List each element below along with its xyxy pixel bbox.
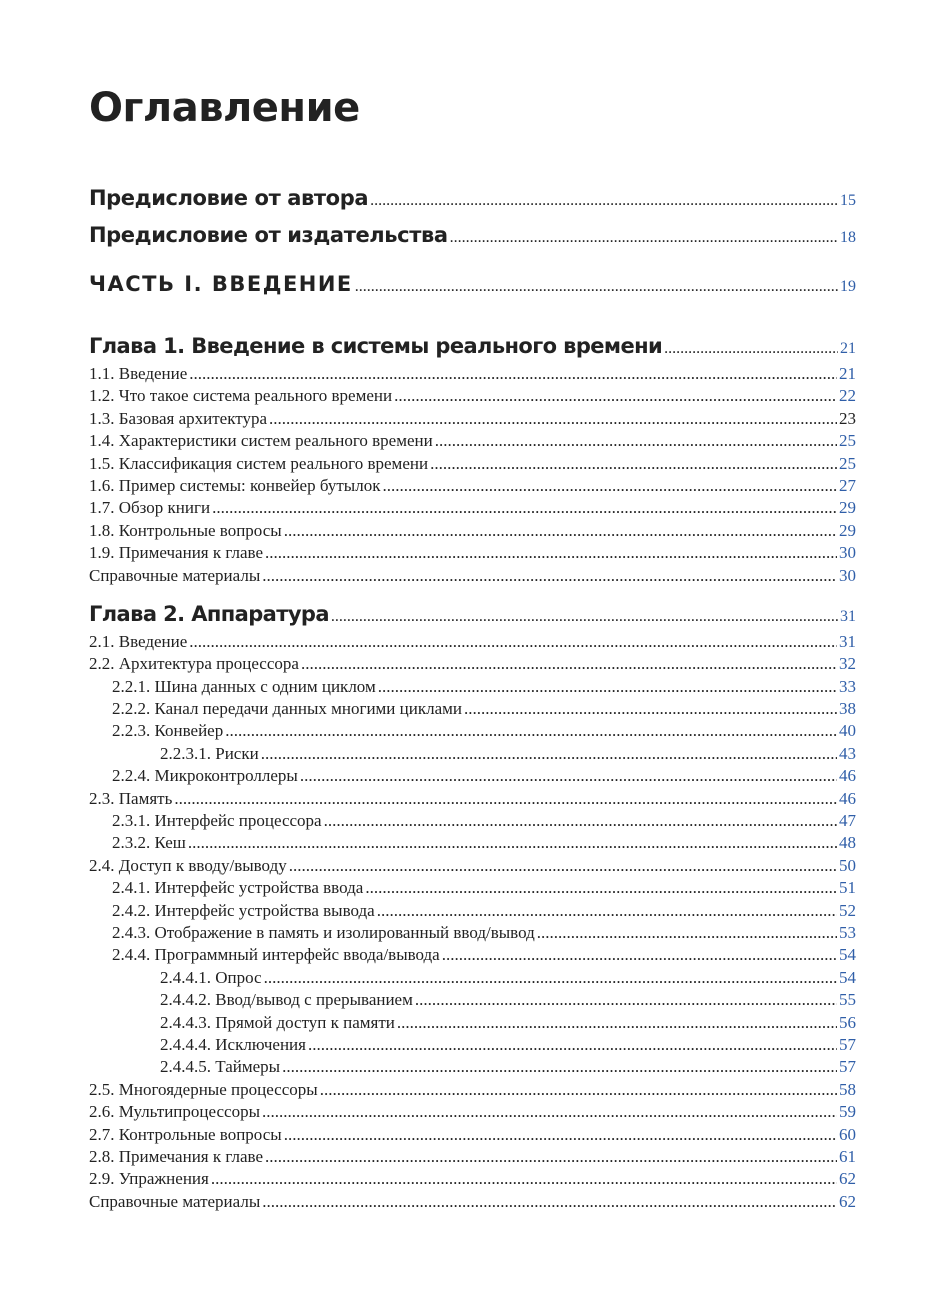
toc-entry-label: 2.4.4.1. Опрос — [160, 967, 262, 987]
page-number-link[interactable]: 29 — [839, 520, 856, 540]
toc-entry[interactable] — [89, 1147, 856, 1169]
page-number-link[interactable]: 47 — [839, 811, 856, 831]
dot-leader — [415, 990, 837, 1010]
page-number-link[interactable]: 56 — [839, 1012, 856, 1032]
part-heading-label: ЧАСТЬ I. ВВЕДЕНИЕ — [89, 272, 353, 296]
chapter-2-block — [89, 602, 856, 1214]
dot-leader — [397, 1013, 837, 1033]
toc-entry-label: Справочные материалы — [89, 565, 261, 585]
toc-page — [89, 0, 856, 1300]
toc-entry[interactable] — [89, 968, 856, 990]
page-number-link[interactable]: 60 — [839, 1124, 856, 1144]
chapter-1-block — [89, 334, 856, 588]
chapter-heading[interactable] — [89, 334, 856, 364]
page-number-link[interactable]: 19 — [840, 278, 856, 295]
page-number-link[interactable]: 54 — [839, 945, 856, 965]
toc-entry-label: 2.1. Введение — [89, 631, 188, 651]
toc-entry[interactable] — [89, 1102, 856, 1124]
toc-entry[interactable] — [89, 431, 856, 453]
dot-leader — [301, 654, 837, 674]
page-number-link[interactable]: 43 — [839, 743, 856, 763]
toc-entry[interactable] — [89, 677, 856, 699]
toc-entry-label: 2.7. Контрольные вопросы — [89, 1124, 282, 1144]
dot-leader — [664, 340, 838, 358]
chapter-heading[interactable] — [89, 602, 856, 632]
page-number-link[interactable]: 30 — [839, 543, 856, 563]
dot-leader — [282, 1057, 837, 1077]
dot-leader — [320, 1080, 837, 1100]
dot-leader — [324, 811, 837, 831]
toc-entry[interactable] — [89, 1192, 856, 1214]
toc-entry[interactable] — [89, 1035, 856, 1057]
toc-entry[interactable] — [89, 945, 856, 967]
page-number-link[interactable]: 54 — [839, 967, 856, 987]
dot-leader — [308, 1035, 837, 1055]
dot-leader — [450, 229, 838, 247]
page-number-link[interactable]: 23 — [839, 408, 856, 428]
dot-leader — [262, 1102, 837, 1122]
dot-leader — [370, 192, 838, 210]
dot-leader — [394, 386, 837, 406]
dot-leader — [262, 566, 837, 586]
toc-entry-label: 2.3.1. Интерфейс процессора — [112, 811, 322, 831]
dot-leader — [265, 543, 837, 563]
page-number-link[interactable]: 62 — [839, 1169, 856, 1189]
chapter-heading-label: Глава 1. Введение в системы реального времени — [89, 334, 663, 358]
page-number-link[interactable]: 52 — [839, 900, 856, 920]
dot-leader — [537, 923, 837, 943]
toc-entry-label: 1.1. Введение — [89, 364, 188, 383]
page-number-link[interactable]: 46 — [839, 766, 856, 786]
dot-leader — [300, 766, 837, 786]
toc-entry-label: 2.4. Доступ к вводу/выводу — [89, 855, 287, 875]
toc-entry[interactable] — [89, 833, 856, 855]
toc-entry-label: 2.3. Память — [89, 788, 173, 808]
toc-entry[interactable] — [89, 1080, 856, 1102]
toc-entry[interactable] — [89, 654, 856, 676]
page-number-link[interactable]: 32 — [839, 654, 856, 674]
toc-entry[interactable] — [89, 1125, 856, 1147]
dot-leader — [365, 878, 837, 898]
page-number-link[interactable]: 62 — [839, 1191, 856, 1211]
toc-entry-label: Предисловие от автора — [89, 186, 369, 210]
toc-entry[interactable] — [89, 1169, 856, 1191]
toc-entry[interactable] — [89, 721, 856, 743]
dot-leader — [189, 364, 837, 384]
toc-entry[interactable] — [89, 856, 856, 878]
toc-entry-label: 2.4.4. Программный интерфейс ввода/вывода — [112, 945, 440, 965]
page-number-link[interactable]: 25 — [839, 431, 856, 451]
toc-entry-label: 2.4.4.5. Таймеры — [160, 1057, 281, 1077]
dot-leader — [225, 721, 837, 741]
page-number-link[interactable]: 21 — [839, 364, 856, 383]
dot-leader — [378, 677, 837, 697]
page-number-link[interactable]: 58 — [839, 1079, 856, 1099]
dot-leader — [289, 856, 837, 876]
toc-entry[interactable] — [89, 744, 856, 766]
toc-entry-label: 2.4.2. Интерфейс устройства вывода — [112, 900, 375, 920]
page-number-link[interactable]: 46 — [839, 788, 856, 808]
page-number-link[interactable]: 40 — [839, 721, 856, 741]
toc-entry-label: Справочные материалы — [89, 1191, 261, 1211]
dot-leader — [355, 278, 838, 296]
toc-entry-label: 2.2. Архитектура процессора — [89, 654, 299, 674]
page-number-link[interactable]: 18 — [840, 229, 856, 246]
page-number-link[interactable]: 31 — [839, 631, 856, 651]
toc-entry-label: 2.9. Упражнения — [89, 1169, 209, 1189]
dot-leader — [331, 608, 838, 626]
page-number-link[interactable]: 50 — [839, 855, 856, 875]
page-number-link[interactable]: 57 — [839, 1057, 856, 1077]
dot-leader — [382, 476, 837, 496]
dot-leader — [264, 968, 837, 988]
dot-leader — [430, 454, 837, 474]
page-number-link[interactable]: 25 — [839, 453, 856, 473]
dot-leader — [189, 632, 837, 652]
toc-entry-label: 1.5. Классификация систем реального времени — [89, 453, 429, 473]
dot-leader — [269, 409, 837, 429]
dot-leader — [284, 521, 837, 541]
page-number-link[interactable]: 48 — [839, 833, 856, 853]
page-number-link[interactable]: 30 — [839, 565, 856, 585]
toc-entry-publisher-preface[interactable] — [89, 223, 856, 260]
toc-entry-label: 2.2.3.1. Риски — [160, 743, 259, 763]
toc-entry-label: 2.2.1. Шина данных с одним циклом — [112, 676, 376, 696]
toc-entry[interactable] — [89, 878, 856, 900]
toc-entry[interactable] — [89, 364, 856, 386]
toc-entry-label: 2.2.4. Микроконтроллеры — [112, 766, 298, 786]
chapter-heading-label: Глава 2. Аппаратура — [89, 601, 329, 626]
page-number-link[interactable]: 55 — [839, 990, 856, 1010]
toc-entry-label: 2.8. Примечания к главе — [89, 1146, 263, 1166]
toc-entry[interactable] — [89, 923, 856, 945]
page-number-link[interactable]: 57 — [839, 1034, 856, 1054]
toc-entry-label: 1.8. Контрольные вопросы — [89, 520, 282, 540]
page-title: Оглавление — [89, 85, 360, 131]
dot-leader — [188, 833, 837, 853]
toc-entry[interactable] — [89, 454, 856, 476]
page-number-link[interactable]: 38 — [839, 699, 856, 719]
toc-entry[interactable] — [89, 1057, 856, 1079]
toc-entry[interactable] — [89, 789, 856, 811]
toc-entry-author-preface[interactable] — [89, 186, 856, 223]
toc-entry-label: 2.5. Многоядерные процессоры — [89, 1079, 318, 1099]
page-number-link[interactable]: 31 — [840, 607, 856, 625]
toc-entry-label: 1.7. Обзор книги — [89, 498, 211, 518]
dot-leader — [261, 744, 837, 764]
page-number-link[interactable]: 53 — [839, 922, 856, 942]
toc-entry-label: 2.4.4.3. Прямой доступ к памяти — [160, 1012, 395, 1032]
dot-leader — [211, 1169, 837, 1189]
toc-entry[interactable] — [89, 521, 856, 543]
page-number-link[interactable]: 22 — [839, 386, 856, 406]
toc-entry[interactable] — [89, 990, 856, 1012]
toc-entry-label: 2.4.1. Интерфейс устройства ввода — [112, 878, 364, 898]
page-number-link[interactable]: 59 — [839, 1102, 856, 1122]
table-of-contents — [89, 186, 856, 1214]
dot-leader — [442, 945, 837, 965]
toc-entry-label: 1.2. Что такое система реального времени — [89, 386, 393, 406]
page-number-link[interactable]: 33 — [839, 676, 856, 696]
toc-entry-label: 2.3.2. Кеш — [112, 833, 186, 853]
toc-entry[interactable] — [89, 386, 856, 408]
dot-leader — [262, 1192, 837, 1212]
page-number-link[interactable]: 27 — [839, 475, 856, 495]
dot-leader — [435, 431, 837, 451]
toc-entry[interactable] — [89, 901, 856, 923]
dot-leader — [377, 901, 837, 921]
dot-leader — [464, 699, 837, 719]
toc-entry-label: 1.6. Пример системы: конвейер бутылок — [89, 475, 381, 495]
toc-entry-label: 2.6. Мультипроцессоры — [89, 1102, 260, 1122]
toc-entry[interactable] — [89, 566, 856, 588]
toc-entry[interactable] — [89, 811, 856, 833]
page-number-link[interactable]: 29 — [839, 498, 856, 518]
toc-entry-label: 1.3. Базовая архитектура — [89, 408, 267, 428]
toc-part-heading[interactable] — [89, 272, 856, 320]
toc-entry-label: Предисловие от издательства — [89, 223, 448, 247]
page-number-link[interactable]: 15 — [840, 192, 856, 209]
toc-entry-label: 2.4.4.2. Ввод/вывод с прерыванием — [160, 990, 413, 1010]
toc-entry[interactable] — [89, 476, 856, 498]
toc-entry-label: 2.2.2. Канал передачи данных многими циклами — [112, 699, 462, 719]
toc-entry-label: 2.4.3. Отображение в память и изолированный ввод/вывод — [112, 922, 535, 942]
toc-entry-label: 2.2.3. Конвейер — [112, 721, 224, 741]
page-number-link[interactable]: 61 — [839, 1146, 856, 1166]
toc-entry[interactable] — [89, 699, 856, 721]
toc-entry-label: 1.9. Примечания к главе — [89, 543, 263, 563]
toc-entry[interactable] — [89, 766, 856, 788]
toc-entry[interactable] — [89, 543, 856, 565]
dot-leader — [265, 1147, 837, 1167]
page-number-link[interactable]: 21 — [840, 340, 856, 357]
toc-entry-label: 2.4.4.4. Исключения — [160, 1034, 306, 1054]
dot-leader — [174, 789, 837, 809]
toc-entry[interactable] — [89, 1013, 856, 1035]
toc-entry[interactable] — [89, 409, 856, 431]
page-number-link[interactable]: 51 — [839, 878, 856, 898]
dot-leader — [212, 498, 837, 518]
toc-entry[interactable] — [89, 498, 856, 520]
toc-entry-label: 1.4. Характеристики систем реального времени — [89, 431, 433, 451]
toc-entry[interactable] — [89, 632, 856, 654]
dot-leader — [284, 1125, 837, 1145]
